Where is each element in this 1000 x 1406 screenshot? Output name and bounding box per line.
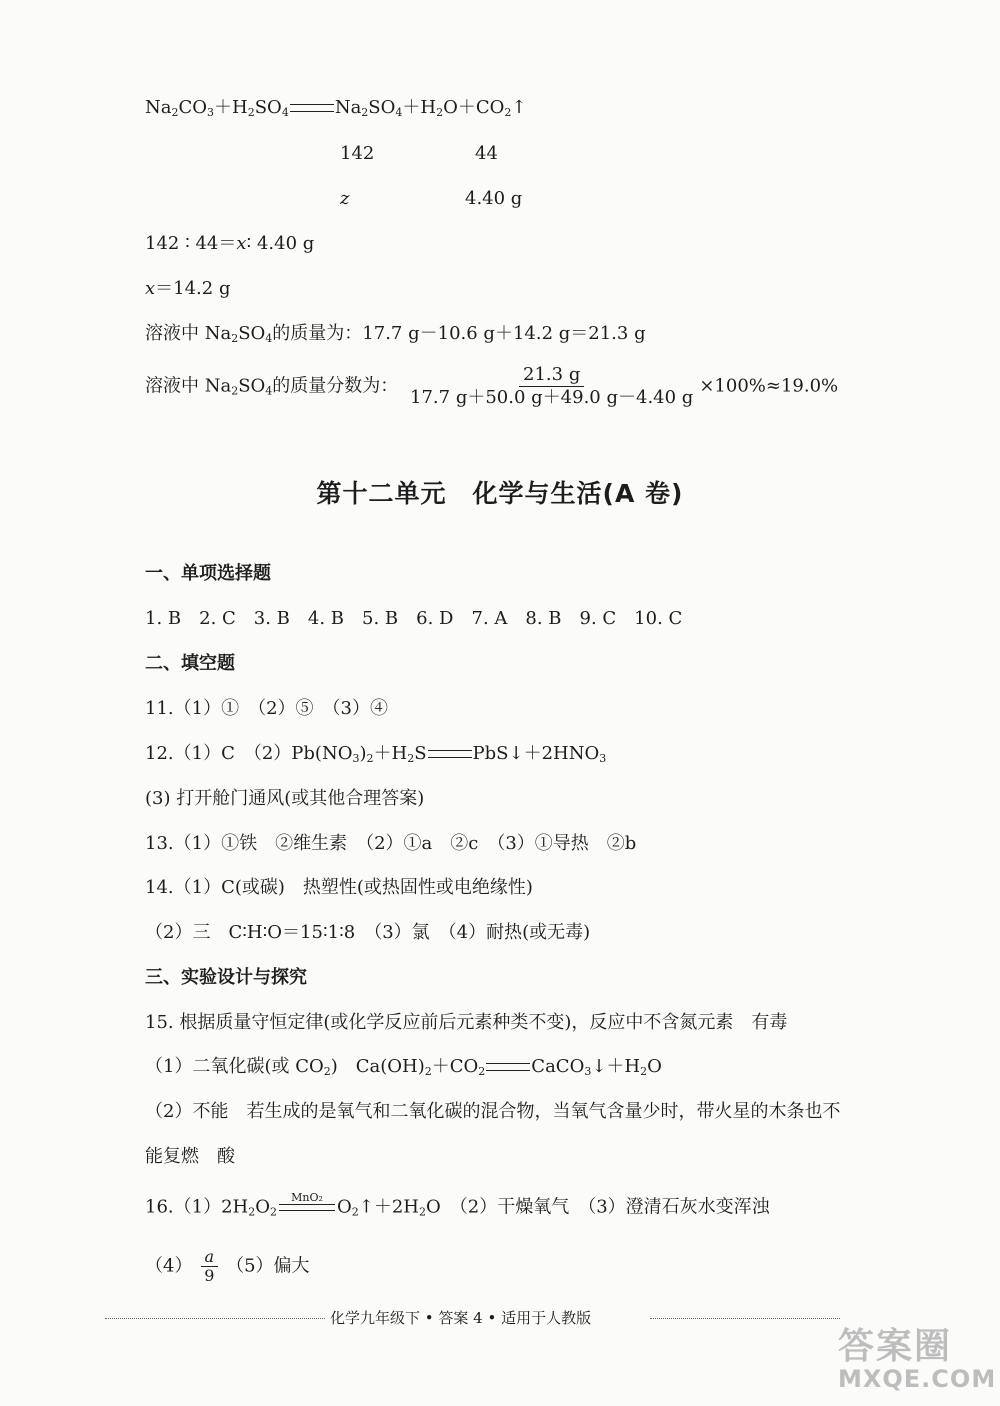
fraction-numerator: 21.3 g bbox=[519, 364, 584, 387]
answer-12: 12.（1）C $(2)Pb(NO_3)_2+H_2S$ $PbS↓+2HNO_3$ bbox=[145, 743, 607, 765]
answer-15-2a: （2）不能 若生成的是氧气和二氧化碳的混合物，当氧气含量少时，带火星的木条也不 bbox=[145, 1101, 841, 1122]
multiple-choice-answers: 1. B 2. C 3. B 4. B 5. B 6. D 7. A 8. B 9. C 10. C bbox=[145, 608, 683, 629]
ratio-equation: 142 ∶ 44＝x∶ 4.40 g bbox=[145, 233, 315, 254]
fraction-a-over-9: $\frac{a}{9}$ bbox=[200, 1248, 218, 1285]
ratio-row-1 bbox=[340, 142, 498, 166]
answer-15-2b: 能复燃 酸 bbox=[145, 1146, 235, 1167]
mass-fraction bbox=[406, 364, 697, 409]
answer-12-3: (3) 打开舱门通风(或其他合理答案) bbox=[145, 788, 425, 809]
answer-14-2: （2）三 C∶H∶O＝15∶1∶8 （3）氯 （4）耐热(或无毒) bbox=[145, 922, 591, 943]
equation-line: $Na_2CO_3+H_2SO_4$ $Na_2SO_4+H_2O+CO_2↑$ bbox=[145, 97, 527, 119]
answer-11: 11.（1）① （2）⑤ （3）④ bbox=[145, 698, 388, 719]
answer-15-1: （1）二氧化碳(或 $CO_2$) $Ca(OH)_2+CO_2$ $CaCO_3↓+H_2O$ bbox=[145, 1056, 662, 1078]
fraction-denominator: 17.7 g＋50.0 g＋49.0 g－4.40 g bbox=[410, 387, 694, 408]
footer-rule-left bbox=[105, 1318, 325, 1319]
answer-15: 15. 根据质量守恒定律(或化学反应前后元素种类不变)，反应中不含氮元素 有毒 bbox=[145, 1012, 788, 1033]
answer-14-1: 14.（1）C(或碳) 热塑性(或热固性或电绝缘性) bbox=[145, 877, 533, 898]
catalyst-over-equals: MnO₂ bbox=[279, 1192, 335, 1223]
molar-mass-co2: 44 bbox=[475, 143, 498, 164]
answer-13: 13.（1）①铁 ②维生素 （2）①a ②c （3）①导热 ②b bbox=[145, 833, 637, 854]
watermark-logo: 答案圈 MXQE.COM bbox=[838, 1326, 997, 1393]
unit-title: 第十二单元 化学与生活(A 卷) bbox=[316, 479, 684, 508]
answer-16-4: （4） $\frac{a}{9}$ （5）偏大 bbox=[145, 1247, 310, 1285]
page-footer: 化学九年级下 • 答案 4 • 适用于人教版 bbox=[330, 1309, 592, 1327]
ratio-row-2 bbox=[340, 187, 523, 211]
section-heading-1: 一、单项选择题 bbox=[145, 563, 271, 584]
x-result: x＝14.2 g bbox=[145, 278, 231, 299]
mass-line: 溶液中 $Na_2SO_4$的质量为：17.7 g－10.6 g＋14.2 g＝21.3 g bbox=[145, 323, 646, 345]
answer-16: $16.(1)2H_2O_2$ MnO₂ $O_2↑+2H_2O$ （2）干燥氧气 （3）澄清石灰水变浑浊 bbox=[145, 1192, 770, 1223]
molar-mass-na2so4: 142 bbox=[340, 143, 375, 164]
footer-rule-right bbox=[650, 1318, 840, 1319]
co2-mass: 4.40 g bbox=[465, 188, 523, 209]
unknown-z: z bbox=[340, 188, 350, 209]
section-heading-2: 二、填空题 bbox=[145, 653, 235, 674]
section-heading-3: 三、实验设计与探究 bbox=[145, 967, 307, 988]
mass-fraction-line: 溶液中 $Na_2SO_4$的质量分数为： $\frac{21.3 g}{17.7 g+50.0 g+49.0 g-4.40 g}$ ×100%≈19.0% bbox=[145, 364, 839, 408]
